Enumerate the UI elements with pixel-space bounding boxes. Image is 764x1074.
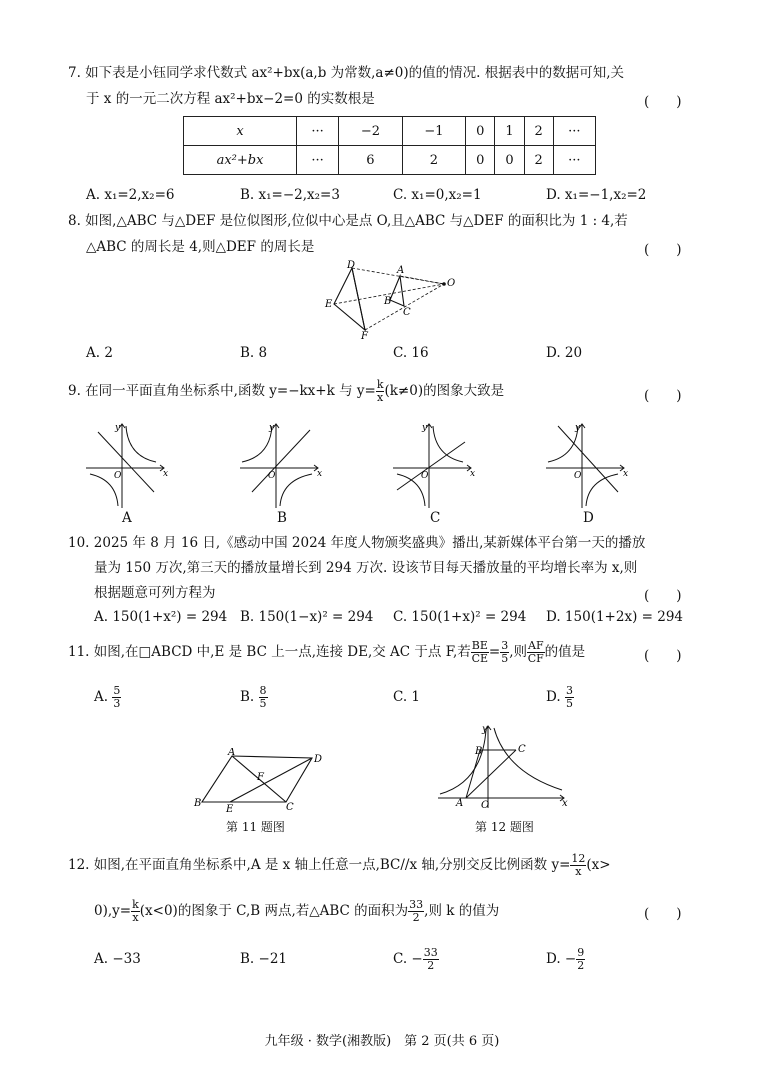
q9-graph-a-label: A — [122, 510, 132, 526]
q9-graph-a[interactable] — [84, 418, 170, 510]
q8-stem-line1: 8. 如图,△ABC 与△DEF 是位似图形,位似中心是点 O,且△ABC 与△DEF 的面积比为 1 : 4,若 — [68, 213, 628, 229]
q9-graph-b[interactable] — [238, 418, 324, 510]
q11-option-d[interactable]: D. $\frac{3}{5}$ — [546, 684, 573, 710]
q10-option-d[interactable]: D. 150(1+2x) = 294 — [546, 609, 683, 625]
table-cell: −1 — [402, 117, 465, 146]
q11-answer-paren: ( ) — [644, 648, 682, 664]
q10-option-a[interactable]: A. 150(1+x²) = 294 — [94, 609, 228, 625]
table-cell: ··· — [553, 117, 595, 146]
graph-a-drawing — [86, 424, 164, 508]
label-e: E — [325, 299, 333, 310]
q12-stem-line1: 12. 如图,在平面直角坐标系中,A 是 x 轴上任意一点,BC//x 轴,分别交反比例函数 y= $\frac{12}{x}$ (x> — [68, 852, 611, 878]
q12-figure-caption: 第 12 题图 — [475, 820, 534, 834]
q7-value-table — [183, 116, 596, 175]
label-o: O — [447, 278, 456, 289]
axis-x-label: x — [163, 469, 169, 479]
label-a: A — [397, 265, 405, 276]
table-cell: 2 — [402, 146, 465, 175]
table-header-x: x — [184, 117, 297, 146]
q12-stem-line2: 0),y= $\frac{k}{x}$ (x<0)的图象于 C,B 两点,若△ABC 的面积为 $\frac{33}{2}$ ,则 k 的值为 — [94, 898, 500, 924]
q12-reciprocal-figure — [436, 720, 570, 812]
origin-label: O — [574, 471, 582, 481]
q8-stem-line2: △ABC 的周长是 4,则△DEF 的周长是 — [86, 239, 315, 255]
label-o: O — [481, 800, 490, 811]
origin-label: O — [268, 471, 276, 481]
fraction-af-cf: $\frac{AF}{CF}$ — [527, 639, 544, 665]
triangle-abc — [390, 276, 404, 306]
q12-option-c[interactable]: C. − $\frac{33}{2}$ — [393, 946, 438, 972]
q9-answer-paren: ( ) — [644, 388, 682, 404]
table-cell: −2 — [339, 117, 402, 146]
q9-graph-c-label: C — [430, 510, 441, 526]
q11-stem: 11. 如图,在□ABCD 中,E 是 BC 上一点,连接 DE,交 AC 于点 F,若 $\frac{BE}{CE}$ = $\frac{3}{5}$ ,则 $\frac{AF}{CF}$ 的值是 — [68, 639, 586, 665]
q7-option-d[interactable]: D. x₁=−1,x₂=2 — [546, 187, 647, 203]
q8-answer-paren: ( ) — [644, 242, 682, 258]
label-b: B — [475, 746, 483, 757]
q7-stem-line2: 于 x 的一元二次方程 ax²+bx−2=0 的实数根是 — [86, 91, 375, 107]
table-cell: ··· — [297, 117, 339, 146]
q8-option-b[interactable]: B. 8 — [240, 345, 268, 361]
table-row — [184, 117, 596, 146]
q8-option-c[interactable]: C. 16 — [393, 345, 429, 361]
axis-y-label: y — [575, 423, 581, 433]
q7-option-b[interactable]: B. x₁=−2,x₂=3 — [240, 187, 340, 203]
q11-parallelogram-figure — [190, 748, 322, 812]
q7-stem-line1: 7. 如下表是小钰同学求代数式 ax²+bx(a,b 为常数,a≠0)的值的情况. 根据表中的数据可知,关 — [68, 65, 625, 81]
table-cell: 1 — [495, 117, 524, 146]
axis-x-label: x — [623, 469, 629, 479]
q8-option-d[interactable]: D. 20 — [546, 345, 583, 361]
table-cell: 2 — [524, 117, 553, 146]
q9-graph-d-label: D — [583, 510, 594, 526]
q8-similar-triangles-figure — [320, 260, 460, 340]
q10-stem-line1: 10. 2025 年 8 月 16 日,《感动中国 2024 年度人物颁奖盛典》播出,某新媒体平台第一天的播放 — [68, 535, 646, 551]
axis-y-label: y — [422, 423, 428, 433]
table-cell: 2 — [524, 146, 553, 175]
q9-graph-d[interactable] — [544, 418, 630, 510]
label-e: E — [226, 804, 234, 812]
fraction-12-over-x: $\frac{12}{x}$ — [571, 852, 586, 878]
table-cell: ··· — [297, 146, 339, 175]
table-cell: ··· — [553, 146, 595, 175]
q10-option-c[interactable]: C. 150(1+x)² = 294 — [393, 609, 527, 625]
label-a: A — [228, 748, 236, 758]
q7-option-a[interactable]: A. x₁=2,x₂=6 — [86, 187, 175, 203]
q12-option-b[interactable]: B. −21 — [240, 951, 287, 967]
q8-option-a[interactable]: A. 2 — [86, 345, 113, 361]
fraction-be-ce: $\frac{BE}{CE}$ — [471, 639, 489, 665]
q9-stem: 9. 在同一平面直角坐标系中,函数 y=−kx+k 与 y= $\frac{k}{x}$ (k≠0)的图象大致是 — [68, 378, 505, 404]
fraction-k-over-x: $\frac{k}{x}$ — [132, 898, 139, 924]
axis-y-label: y — [269, 423, 275, 433]
axis-x-label: x — [470, 469, 476, 479]
label-c: C — [286, 802, 294, 812]
q7-option-c[interactable]: C. x₁=0,x₂=1 — [393, 187, 482, 203]
q7-answer-paren: ( ) — [644, 94, 682, 110]
center-point-o — [442, 282, 446, 286]
table-cell: 6 — [339, 146, 402, 175]
q11-option-b[interactable]: B. $\frac{8}{5}$ — [240, 684, 267, 710]
q11-figure-caption: 第 11 题图 — [226, 820, 285, 834]
table-row — [184, 146, 596, 175]
origin-label: O — [421, 471, 429, 481]
page-footer: 九年级 · 数学(湘教版) 第 2 页(共 6 页) — [264, 1034, 500, 1049]
q12-answer-paren: ( ) — [644, 906, 682, 922]
q10-option-b[interactable]: B. 150(1−x)² = 294 — [240, 609, 374, 625]
q12-option-d[interactable]: D. − $\frac{9}{2}$ — [546, 946, 585, 972]
axis-x-label: x — [317, 469, 323, 479]
q12-option-a[interactable]: A. −33 — [94, 951, 141, 967]
origin-label: O — [114, 471, 122, 481]
q10-stem-line2: 量为 150 万次,第三天的播放量增长到 294 万次. 设该节目每天播放量的平均增长率为 x,则 — [94, 560, 638, 576]
label-f: F — [361, 331, 368, 340]
label-c: C — [403, 307, 411, 318]
fraction-k-over-x: $\frac{k}{x}$ — [376, 378, 384, 404]
label-c: C — [518, 744, 526, 755]
fraction-3-5: $\frac{3}{5}$ — [501, 639, 509, 665]
axis-y-label: y — [115, 423, 121, 433]
label-d: D — [347, 260, 356, 271]
table-header-expr: ax²+bx — [184, 146, 297, 175]
label-d: D — [314, 754, 322, 765]
q11-option-c[interactable]: C. 1 — [393, 689, 421, 705]
q11-option-a[interactable]: A. $\frac{5}{3}$ — [94, 684, 121, 710]
label-f: F — [257, 772, 264, 783]
label-b: B — [384, 296, 392, 307]
label-y: y — [482, 724, 488, 735]
label-x: x — [562, 798, 568, 809]
q10-stem-line3: 根据题意可列方程为 — [94, 585, 216, 601]
label-b: B — [194, 798, 202, 809]
table-cell: 0 — [466, 146, 495, 175]
q10-answer-paren: ( ) — [644, 588, 682, 604]
label-a: A — [456, 798, 464, 809]
table-cell: 0 — [495, 146, 524, 175]
q9-graph-c[interactable] — [391, 418, 477, 510]
fraction-33-over-2: $\frac{33}{2}$ — [409, 898, 424, 924]
q9-graph-b-label: B — [277, 510, 287, 526]
table-cell: 0 — [466, 117, 495, 146]
